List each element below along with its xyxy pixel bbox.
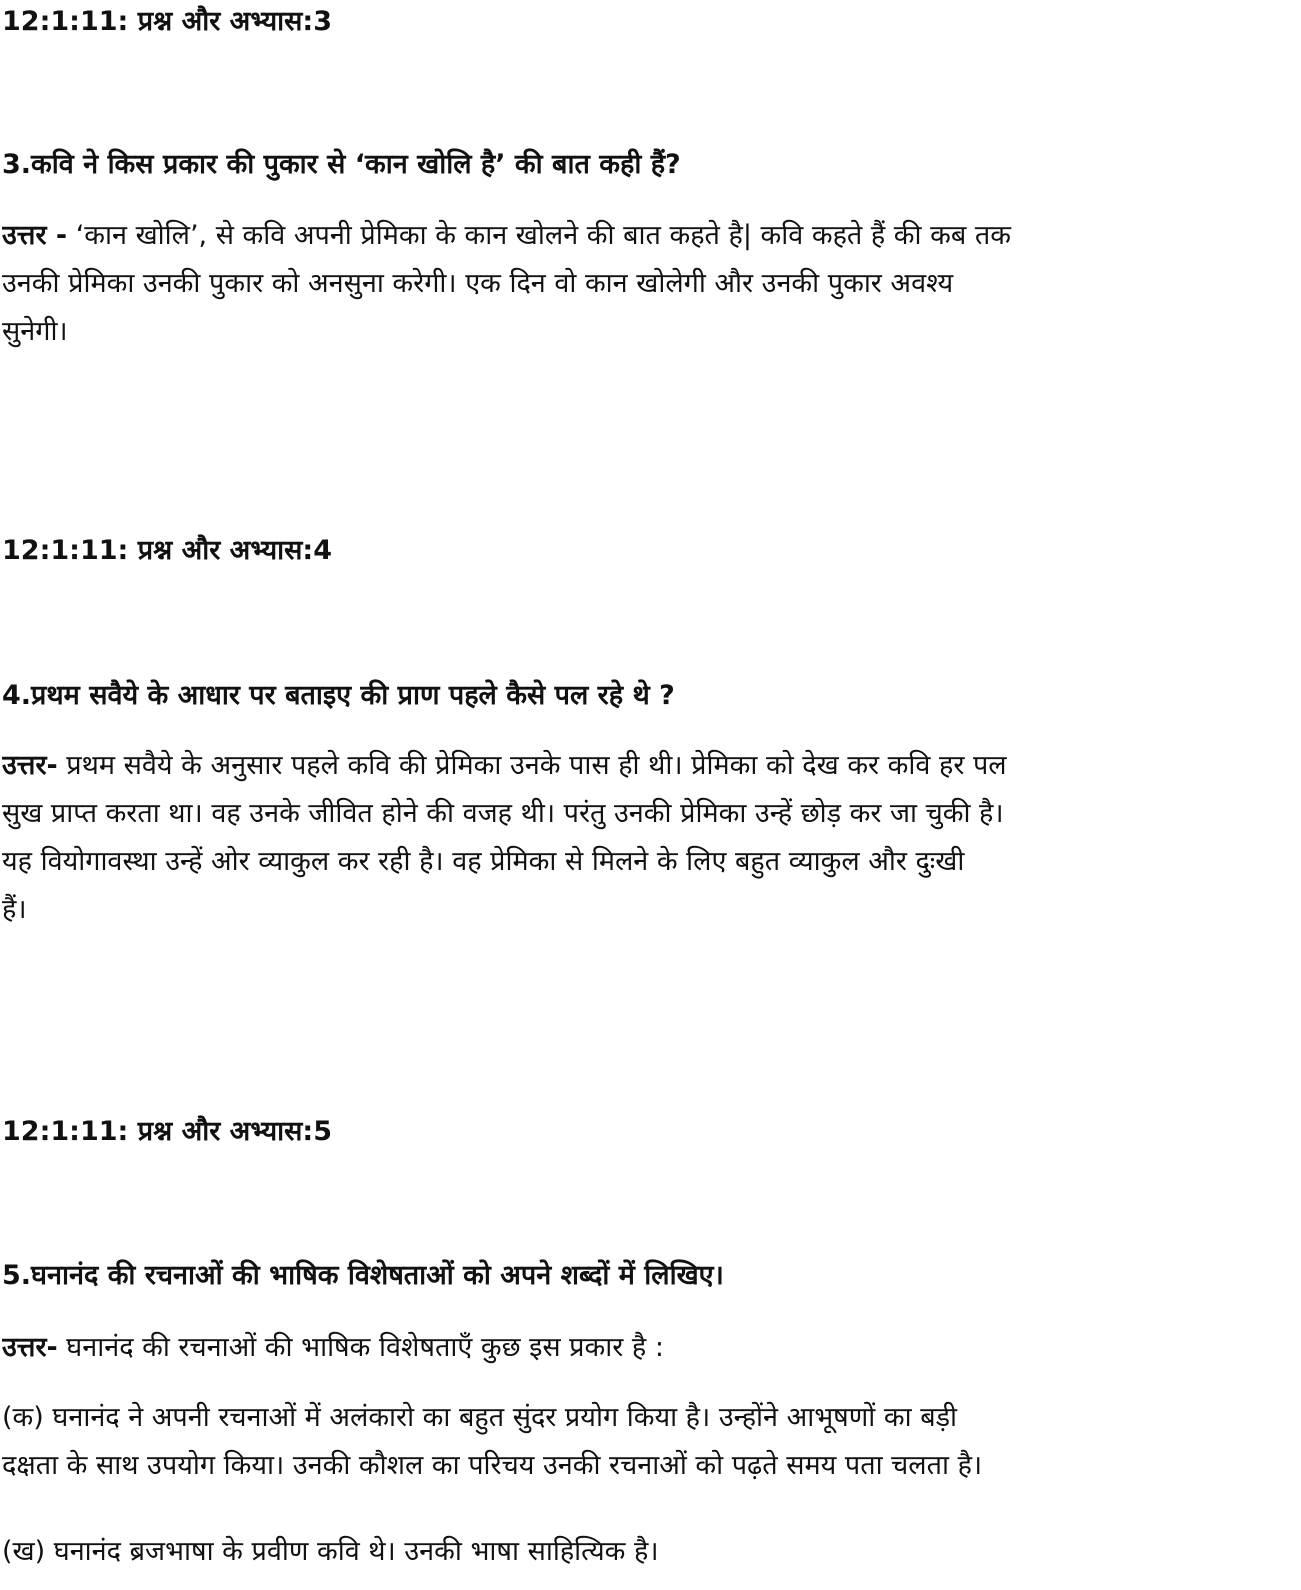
answer-line: सुख प्राप्त करता था। वह उनके जीवित होने की वजह थी। परंतु उनकी प्रेमिका उन्हें छोड़ कर जा चुकी है। — [2, 798, 1004, 829]
answer-label: उत्तर- — [2, 750, 58, 781]
answer-text: घनानंद की रचनाओं की भाषिक विशेषताएँ कुछ इस प्रकार है : — [57, 1332, 664, 1363]
answer-line — [2, 1324, 1282, 1372]
answer-label: उत्तर- — [2, 1332, 58, 1363]
answer-line: सुनेगी। — [2, 316, 68, 347]
answer-4 — [2, 742, 1282, 934]
answer-text: ‘कान खोलि’, से कवि अपनी प्रेमिका के कान खोलने की बात कहते है| कवि कहते हैं की कब तक — [67, 220, 1011, 251]
answer-line — [2, 742, 1282, 790]
answer-line: (क) घनानंद ने अपनी रचनाओं में अलंकारो का बहुत सुंदर प्रयोग किया है। उन्होंने आभूषणों का बड़ी — [2, 1402, 958, 1433]
answer-point-ka — [2, 1394, 1282, 1490]
question-3: 3.कवि ने किस प्रकार की पुकार से ‘कान खोलि है’ की बात कही हैं? — [2, 149, 681, 180]
answer-text: प्रथम सवैये के अनुसार पहले कवि की प्रेमिका उनके पास ही थी। प्रेमिका को देख कर कवि हर पल — [57, 750, 1007, 781]
section-heading-3: 12:1:11: प्रश्न और अभ्यास:3 — [2, 6, 332, 37]
answer-label: उत्तर - — [2, 220, 68, 251]
question-4: 4.प्रथम सवैये के आधार पर बताइए की प्राण पहले कैसे पल रहे थे ? — [2, 680, 675, 711]
answer-line: यह वियोगावस्था उन्हें ओर व्याकुल कर रही है। वह प्रेमिका से मिलने के लिए बहुत व्याकुल और दुःखी — [2, 846, 965, 877]
answer-line: दक्षता के साथ उपयोग किया। उनकी कौशल का परिचय उनकी रचनाओं को पढ़ते समय पता चलता है। — [2, 1450, 983, 1481]
answer-point-kha — [2, 1528, 1282, 1576]
answer-line: हैं। — [2, 894, 27, 925]
answer-line: (ख) घनानंद ब्रजभाषा के प्रवीण कवि थे। उनकी भाषा साहित्यिक है। — [2, 1536, 659, 1567]
question-5: 5.घनानंद की रचनाओं की भाषिक विशेषताओं को अपने शब्दों में लिखिए। — [2, 1260, 724, 1291]
answer-5-intro — [2, 1324, 1282, 1372]
answer-line: उनकी प्रेमिका उनकी पुकार को अनसुना करेगी। एक दिन वो कान खोलेगी और उनकी पुकार अवश्य — [2, 268, 954, 299]
section-heading-5: 12:1:11: प्रश्न और अभ्यास:5 — [2, 1116, 332, 1147]
answer-line — [2, 212, 1282, 260]
section-heading-4: 12:1:11: प्रश्न और अभ्यास:4 — [2, 535, 332, 566]
answer-3 — [2, 212, 1282, 356]
